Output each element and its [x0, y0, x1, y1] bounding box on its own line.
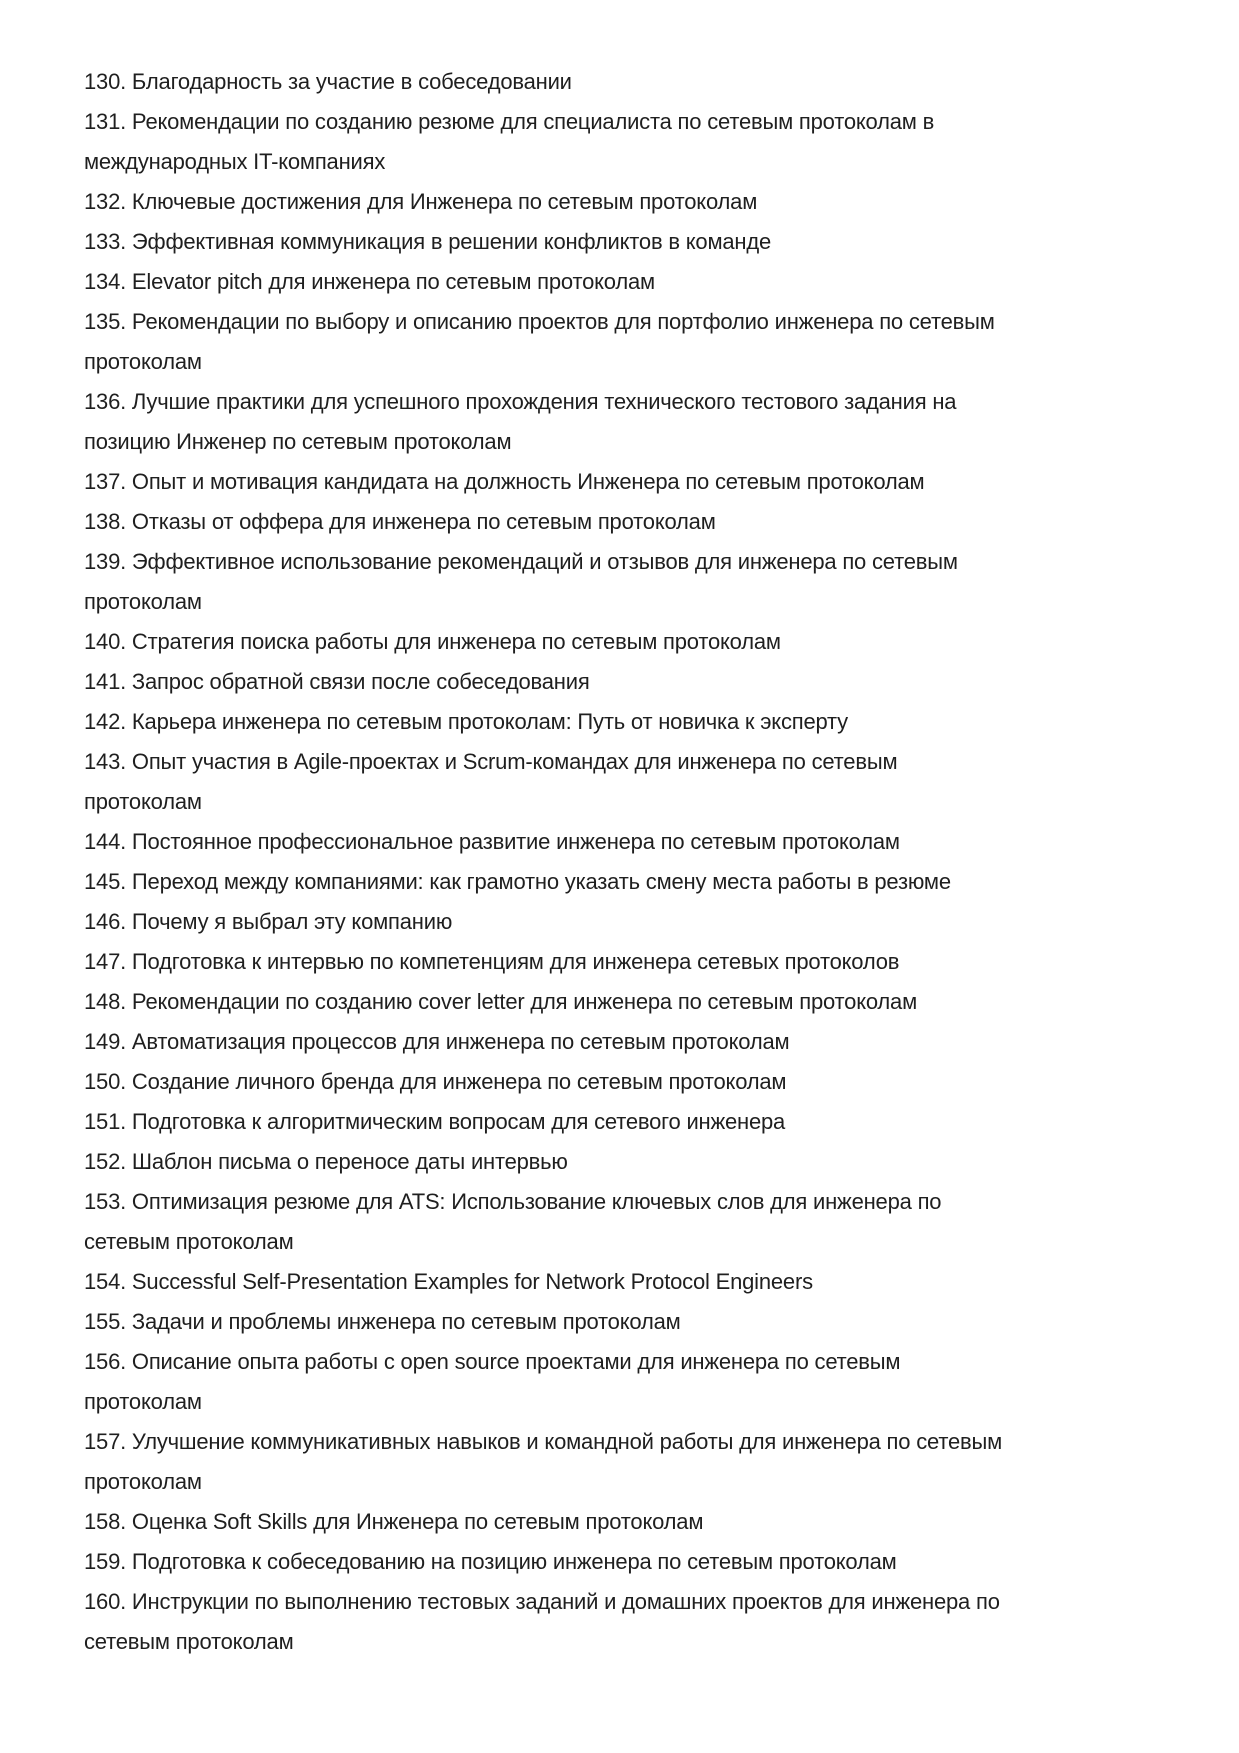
- list-item-text-line: 130. Благодарность за участие в собеседовании: [84, 69, 572, 94]
- list-item-text-line: 141. Запрос обратной связи после собеседования: [84, 669, 590, 694]
- list-item: [84, 1022, 1184, 1062]
- list-item: [84, 1102, 1184, 1142]
- list-item-text-line: сетевым протоколам: [84, 1629, 294, 1654]
- list-item: [84, 982, 1184, 1022]
- list-item: [84, 662, 1184, 702]
- list-item-text-line: протоколам: [84, 1389, 202, 1414]
- list-item: [84, 182, 1184, 222]
- list-item-text-line: 154. Successful Self-Presentation Examples for Network Protocol Engineers: [84, 1269, 813, 1294]
- list-item: [84, 622, 1184, 662]
- list-item: [84, 702, 1184, 742]
- list-item: [84, 942, 1184, 982]
- list-item: [84, 262, 1184, 302]
- list-item-text-line: протоколам: [84, 349, 202, 374]
- list-item: [84, 222, 1184, 262]
- list-item-text-line: протоколам: [84, 589, 202, 614]
- list-item: [84, 382, 1184, 462]
- list-item-text-line: 149. Автоматизация процессов для инженера по сетевым протоколам: [84, 1029, 790, 1054]
- list-item: [84, 822, 1184, 862]
- list-item-text-line: 157. Улучшение коммуникативных навыков и командной работы для инженера по сетевым: [84, 1429, 1003, 1454]
- list-item-text-line: 139. Эффективное использование рекомендаций и отзывов для инженера по сетевым: [84, 549, 958, 574]
- list-item-text-line: позицию Инженер по сетевым протоколам: [84, 429, 512, 454]
- list-item-text-line: 145. Переход между компаниями: как грамотно указать смену места работы в резюме: [84, 869, 951, 894]
- list-item-text-line: 151. Подготовка к алгоритмическим вопросам для сетевого инженера: [84, 1109, 786, 1134]
- list-item-text-line: 133. Эффективная коммуникация в решении конфликтов в команде: [84, 229, 772, 254]
- list-item-text-line: 138. Отказы от оффера для инженера по сетевым протоколам: [84, 509, 716, 534]
- list-item: [84, 1262, 1184, 1302]
- list-item-text-line: 142. Карьера инженера по сетевым протоколам: Путь от новичка к эксперту: [84, 709, 848, 734]
- list-item: [84, 1582, 1184, 1662]
- list-item-text-line: протоколам: [84, 789, 202, 814]
- list-item-text-line: 148. Рекомендации по созданию cover letter для инженера по сетевым протоколам: [84, 989, 918, 1014]
- list-item: [84, 902, 1184, 942]
- list-item-text-line: 132. Ключевые достижения для Инженера по сетевым протоколам: [84, 189, 758, 214]
- list-item: [84, 102, 1184, 182]
- list-item: [84, 862, 1184, 902]
- list-item-text-line: 144. Постоянное профессиональное развитие инженера по сетевым протоколам: [84, 829, 900, 854]
- list-item-text-line: 147. Подготовка к интервью по компетенциям для инженера сетевых протоколов: [84, 949, 900, 974]
- list-item: [84, 1182, 1184, 1262]
- list-item: [84, 302, 1184, 382]
- list-item-text-line: 150. Создание личного бренда для инженера по сетевым протоколам: [84, 1069, 787, 1094]
- list-item-text-line: 153. Оптимизация резюме для ATS: Использование ключевых слов для инженера по: [84, 1189, 942, 1214]
- list-item: [84, 462, 1184, 502]
- list-item-text-line: международных IT-компаниях: [84, 149, 386, 174]
- list-item: [84, 1342, 1184, 1422]
- numbered-topic-list: [84, 62, 1184, 1662]
- list-item-text-line: 131. Рекомендации по созданию резюме для специалиста по сетевым протоколам в: [84, 109, 935, 134]
- list-item: [84, 742, 1184, 822]
- list-item-text-line: 160. Инструкции по выполнению тестовых заданий и домашних проектов для инженера по: [84, 1589, 1000, 1614]
- list-item-text-line: 146. Почему я выбрал эту компанию: [84, 909, 453, 934]
- list-item-text-line: 158. Оценка Soft Skills для Инженера по сетевым протоколам: [84, 1509, 704, 1534]
- list-item-text-line: 155. Задачи и проблемы инженера по сетевым протоколам: [84, 1309, 681, 1334]
- list-item-text-line: 134. Elevator pitch для инженера по сетевым протоколам: [84, 269, 655, 294]
- list-item: [84, 1422, 1184, 1502]
- list-item: [84, 1302, 1184, 1342]
- list-item: [84, 1062, 1184, 1102]
- list-item-text-line: 156. Описание опыта работы с open source проектами для инженера по сетевым: [84, 1349, 901, 1374]
- list-item-text-line: сетевым протоколам: [84, 1229, 294, 1254]
- list-item: [84, 1502, 1184, 1542]
- list-item-text-line: 159. Подготовка к собеседованию на позицию инженера по сетевым протоколам: [84, 1549, 897, 1574]
- list-item-text-line: 135. Рекомендации по выбору и описанию проектов для портфолио инженера по сетевым: [84, 309, 995, 334]
- list-item: [84, 542, 1184, 622]
- list-item: [84, 62, 1184, 102]
- list-item: [84, 502, 1184, 542]
- list-item: [84, 1142, 1184, 1182]
- list-item-text-line: 140. Стратегия поиска работы для инженера по сетевым протоколам: [84, 629, 781, 654]
- list-item-text-line: 137. Опыт и мотивация кандидата на должность Инженера по сетевым протоколам: [84, 469, 925, 494]
- list-item: [84, 1542, 1184, 1582]
- list-item-text-line: протоколам: [84, 1469, 202, 1494]
- list-item-text-line: 143. Опыт участия в Agile-проектах и Scrum-командах для инженера по сетевым: [84, 749, 898, 774]
- list-item-text-line: 136. Лучшие практики для успешного прохождения технического тестового задания на: [84, 389, 957, 414]
- list-item-text-line: 152. Шаблон письма о переносе даты интервью: [84, 1149, 568, 1174]
